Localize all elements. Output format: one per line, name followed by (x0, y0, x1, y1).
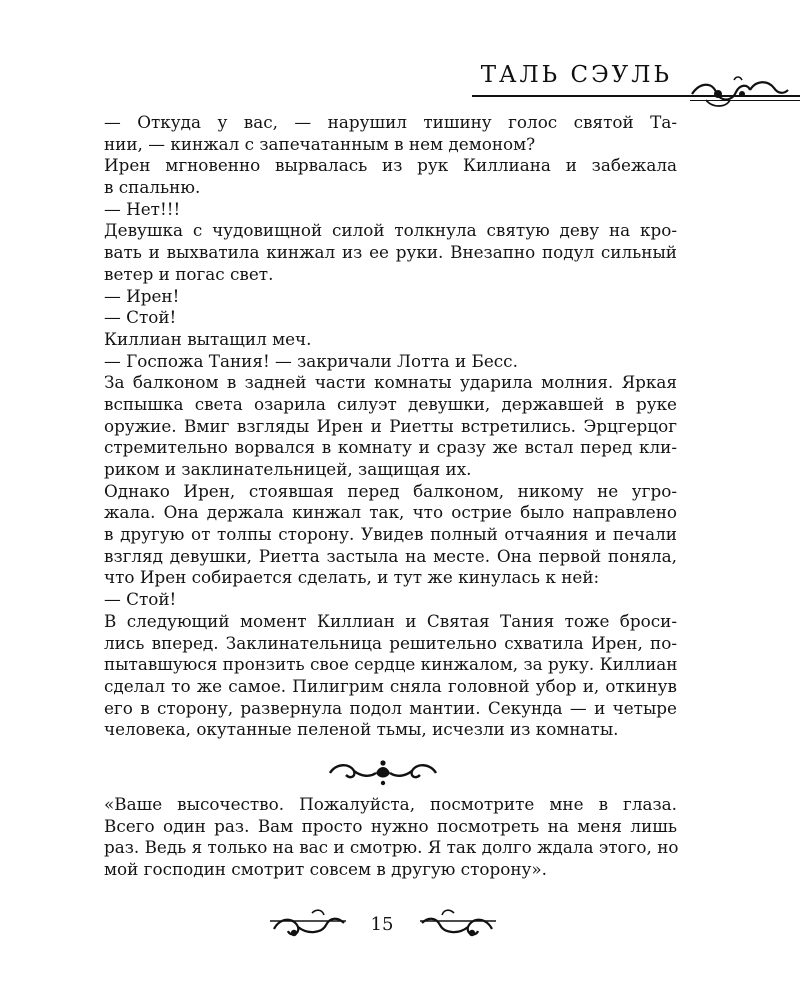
text-line: сделал то же самое. Пилигрим сняла головной убор и, откинув (104, 675, 677, 696)
text-line: нии, — кинжал с запечатанным в нем демоном? (104, 133, 536, 154)
flourish-left-icon (268, 907, 348, 941)
epigraph-quote (104, 794, 677, 881)
paragraph (104, 220, 677, 285)
text-line: в другую от толпы сторону. Увидев полный отчаяния и печали (104, 524, 677, 545)
text-line: — Госпожа Тания! — закричали Лотта и Бесс. (104, 350, 518, 371)
quote-line: Всего один раз. Вам просто нужно посмотреть на меня лишь (104, 815, 677, 836)
text-line: Киллиан вытащил меч. (104, 328, 312, 349)
paragraph (104, 481, 677, 589)
paragraph (104, 351, 677, 373)
paragraph (104, 286, 677, 308)
paragraph (104, 307, 677, 329)
text-line: оружие. Вмиг взгляды Ирен и Риетты встретились. Эрцгерцог (104, 415, 677, 436)
body-text (104, 112, 677, 741)
text-line: — Откуда у вас, — нарушил тишину голос святой Та- (104, 112, 677, 132)
paragraph (104, 589, 677, 611)
text-line: — Стой! (104, 589, 177, 610)
text-line: ветер и погас свет. (104, 263, 274, 284)
text-line: стремительно ворвался в комнату и сразу же встал перед кли- (104, 437, 677, 458)
flourish-ornament-icon (686, 72, 790, 112)
page-number: 15 (370, 914, 394, 935)
text-line: Девушка с чудовищной силой толкнула святую деву на кро- (104, 220, 677, 241)
text-line: пытавшуюся пронзить свое сердце кинжалом, за руку. Киллиан (104, 654, 678, 675)
text-line: лись вперед. Заклинательница решительно схватила Ирен, по- (104, 632, 677, 653)
page-footer (0, 905, 800, 945)
text-line: взгляд девушки, Риетта застыла на месте. Она первой поняла, (104, 545, 677, 566)
quote-line: раз. Ведь я только на вас и смотрю. Я так долго ждала этого, но (104, 837, 679, 858)
paragraph (104, 372, 677, 480)
quote-line: «Ваше высочество. Пожалуйста, посмотрите мне в глаза. (104, 794, 677, 814)
text-line: — Ирен! (104, 285, 180, 306)
text-line: Однако Ирен, стоявшая перед балконом, никому не угро- (104, 480, 677, 501)
running-header (0, 0, 800, 110)
paragraph (104, 329, 677, 351)
paragraph (104, 611, 677, 741)
text-line: человека, окутанные пеленой тьмы, исчезли из комнаты. (104, 719, 619, 740)
text-line: вать и выхватила кинжал из ее руки. Внезапно подул сильный (104, 242, 677, 263)
paragraph (104, 155, 677, 198)
text-line: жала. Она держала кинжал так, что острие было направлено (104, 502, 677, 523)
text-line: — Стой! (104, 307, 177, 328)
text-line: что Ирен собирается сделать, и тут же кинулась к ней: (104, 567, 600, 588)
text-line: в спальню. (104, 177, 201, 198)
scroll-divider-icon (326, 757, 440, 787)
paragraph (104, 112, 677, 155)
text-line: За балконом в задней части комнаты ударила молния. Яркая (104, 372, 677, 393)
text-line: — Нет!!! (104, 198, 181, 219)
running-title: ТАЛЬ СЭУЛЬ (480, 62, 672, 88)
text-line: его в сторону, развернула подол мантии. Секунда — и четыре (104, 697, 677, 718)
text-line: Ирен мгновенно вырвалась из рук Киллиана и забежала (104, 155, 677, 176)
flourish-right-icon (418, 907, 498, 941)
quote-line: мой господин смотрит совсем в другую сторону». (104, 859, 547, 880)
text-line: риком и заклинательницей, защищая их. (104, 459, 472, 479)
paragraph (104, 199, 677, 221)
text-line: вспышка света озарила силуэт девушки, державшей в руке (104, 393, 677, 414)
text-line: В следующий момент Киллиан и Святая Тания тоже броси- (104, 610, 677, 631)
